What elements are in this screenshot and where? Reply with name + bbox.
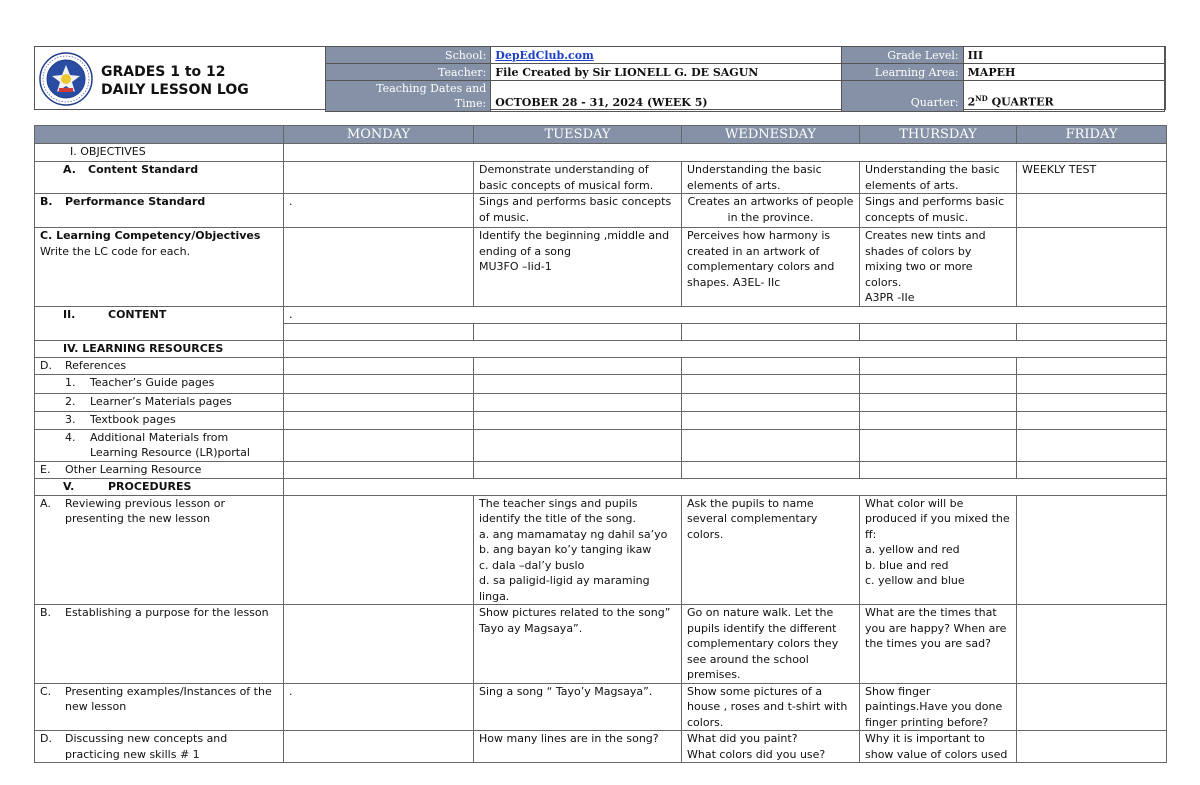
lm-pages-label: 2. Learner’s Materials pages [35, 393, 284, 411]
pur-friday [1017, 605, 1167, 684]
pre-tuesday: Sing a song “ Tayo’y Magsaya”. [474, 683, 682, 731]
title-grades: GRADES 1 to 12 [101, 64, 226, 80]
performance-standard-label: B. Performance Standard [35, 194, 284, 228]
ps-thursday: Sings and performs basic concepts of music. [860, 194, 1017, 228]
rev-wednesday: Ask the pupils to name several complementary colors. [682, 495, 860, 605]
day-monday: MONDAY [284, 126, 474, 144]
dis-wednesday: What did you paint? What colors did you use? [682, 731, 860, 763]
lm-monday [284, 393, 474, 411]
pre-thursday: Show finger paintings.Have you done finger printing before? [860, 683, 1017, 731]
table-row [35, 306, 1167, 323]
teaching-dates-value: OCTOBER 28 - 31, 2024 (WEEK 5) [491, 81, 842, 112]
day-header-blank [35, 126, 284, 144]
tb-monday [284, 411, 474, 429]
daily-lesson-log-table [34, 125, 1167, 763]
am-monday [284, 429, 474, 461]
teacher-label: Teacher: [326, 64, 491, 81]
textbook-pages-label: 3. Textbook pages [35, 411, 284, 429]
table-row [35, 605, 1167, 684]
cs-wednesday: Understanding the basic elements of arts. [682, 162, 860, 194]
content-thursday [860, 323, 1017, 340]
content-label: II. CONTENT [35, 306, 284, 340]
header-info-table [325, 46, 1165, 112]
table-row [35, 357, 1167, 374]
pur-monday [284, 605, 474, 684]
tb-tuesday [474, 411, 682, 429]
lesson-log-header [34, 46, 1166, 110]
quarter-value: 2ND QUARTER [963, 81, 1164, 112]
day-thursday: THURSDAY [860, 126, 1017, 144]
table-row [35, 374, 1167, 393]
tg-friday [1017, 374, 1167, 393]
tg-monday [284, 374, 474, 393]
olr-wednesday [682, 461, 860, 478]
day-friday: FRIDAY [1017, 126, 1167, 144]
table-row [35, 429, 1167, 461]
ref-friday [1017, 357, 1167, 374]
reviewing-label: A. Reviewing previous lesson or presenting the new lesson [35, 495, 284, 605]
am-tuesday [474, 429, 682, 461]
lm-tuesday [474, 393, 682, 411]
tb-wednesday [682, 411, 860, 429]
ref-tuesday [474, 357, 682, 374]
table-row [35, 411, 1167, 429]
competency-label: C. Learning Competency/Objectives Write the LC code for each. [35, 228, 284, 307]
pur-tuesday: Show pictures related to the song” Tayo ay Magsaya”. [474, 605, 682, 684]
school-label: School: [326, 47, 491, 64]
tg-wednesday [682, 374, 860, 393]
learning-area-value: MAPEH [963, 64, 1164, 81]
table-row [35, 478, 1167, 495]
grade-level-value: III [963, 47, 1164, 64]
table-row [35, 461, 1167, 478]
objectives-heading: I. OBJECTIVES [35, 144, 284, 162]
lc-tuesday: Identify the beginning ,middle and ending of a song MU3FO –Iid-1 [474, 228, 682, 307]
ps-wednesday: Creates an artworks of people in the province. [682, 194, 860, 228]
table-row [35, 683, 1167, 731]
ref-monday [284, 357, 474, 374]
dis-tuesday: How many lines are in the song? [474, 731, 682, 763]
content-value: . [284, 306, 1167, 323]
content-monday [284, 323, 474, 340]
discussing-label: D. Discussing new concepts and practicing new skills # 1 [35, 731, 284, 763]
tg-pages-label: 1. Teacher’s Guide pages [35, 374, 284, 393]
lm-wednesday [682, 393, 860, 411]
day-wednesday: WEDNESDAY [682, 126, 860, 144]
pur-thursday: What are the times that you are happy? When are the times you are sad? [860, 605, 1017, 684]
teaching-dates-label: Teaching Dates and Time: [326, 81, 491, 112]
cs-friday: WEEKLY TEST [1017, 162, 1167, 194]
procedures-heading: V. PROCEDURES [35, 478, 284, 495]
rev-thursday: What color will be produced if you mixed the ff: a. yellow and red b. blue and red c. yellow and blue [860, 495, 1017, 605]
additional-materials-label: 4. Additional Materials from Learning Resource (LR)portal [35, 429, 284, 461]
title-daily-lesson-log: DAILY LESSON LOG [101, 82, 249, 98]
am-wednesday [682, 429, 860, 461]
olr-friday [1017, 461, 1167, 478]
objectives-blank [284, 144, 1167, 162]
content-standard-label: A. Content Standard [35, 162, 284, 194]
purpose-label: B. Establishing a purpose for the lesson [35, 605, 284, 684]
content-tuesday [474, 323, 682, 340]
lr-blank [284, 340, 1167, 357]
am-thursday [860, 429, 1017, 461]
quarter-label: Quarter: [842, 81, 964, 112]
day-header-row [35, 126, 1167, 144]
cs-thursday: Understanding the basic elements of arts. [860, 162, 1017, 194]
tg-thursday [860, 374, 1017, 393]
grade-level-label: Grade Level: [842, 47, 964, 64]
references-label: D. References [35, 357, 284, 374]
pre-monday: . [284, 683, 474, 731]
cs-monday [284, 162, 474, 194]
rev-monday [284, 495, 474, 605]
ps-tuesday: Sings and performs basic concepts of music. [474, 194, 682, 228]
ref-wednesday [682, 357, 860, 374]
content-wednesday [682, 323, 860, 340]
tb-friday [1017, 411, 1167, 429]
rev-friday [1017, 495, 1167, 605]
rev-tuesday: The teacher sings and pupils identify the title of the song. a. ang mamamatay ng dahil sa’yo b. ang bayan ko’y tanging ikaw c. dala –dal’y buslo d. sa paligid-ligid ay maraming linga. [474, 495, 682, 605]
olr-monday [284, 461, 474, 478]
learning-area-label: Learning Area: [842, 64, 964, 81]
table-row [35, 495, 1167, 605]
table-row [35, 731, 1167, 763]
table-row [35, 393, 1167, 411]
lm-friday [1017, 393, 1167, 411]
table-row [35, 340, 1167, 357]
other-resource-label: E. Other Learning Resource [35, 461, 284, 478]
school-link[interactable]: DepEdClub.com [495, 48, 594, 62]
dis-monday [284, 731, 474, 763]
presenting-label: C. Presenting examples/Instances of the new lesson [35, 683, 284, 731]
pur-wednesday: Go on nature walk. Let the pupils identify the different complementary colors they see around the school premises. [682, 605, 860, 684]
olr-tuesday [474, 461, 682, 478]
tg-tuesday [474, 374, 682, 393]
pre-friday [1017, 683, 1167, 731]
pre-wednesday: Show some pictures of a house , roses and t-shirt with colors. [682, 683, 860, 731]
procedures-blank [284, 478, 1167, 495]
table-row [35, 162, 1167, 194]
learning-resources-heading: IV. LEARNING RESOURCES [35, 340, 284, 357]
lc-thursday: Creates new tints and shades of colors by mixing two or more colors. A3PR -IIe [860, 228, 1017, 307]
am-friday [1017, 429, 1167, 461]
day-tuesday: TUESDAY [474, 126, 682, 144]
table-row [35, 228, 1167, 307]
content-friday [1017, 323, 1167, 340]
lc-friday [1017, 228, 1167, 307]
cs-tuesday: Demonstrate understanding of basic concepts of musical form. [474, 162, 682, 194]
dis-thursday: Why it is important to show value of colors used [860, 731, 1017, 763]
lc-monday [284, 228, 474, 307]
ps-friday [1017, 194, 1167, 228]
tb-thursday [860, 411, 1017, 429]
dis-friday [1017, 731, 1167, 763]
lm-thursday [860, 393, 1017, 411]
deped-seal-logo [39, 52, 93, 106]
school-value [491, 47, 842, 64]
teacher-value: File Created by Sir LIONELL G. DE SAGUN [491, 64, 842, 81]
table-row [35, 194, 1167, 228]
lc-wednesday: Perceives how harmony is created in an artwork of complementary colors and shapes. A3EL- IIc [682, 228, 860, 307]
ps-monday: . [284, 194, 474, 228]
table-row [35, 144, 1167, 162]
ref-thursday [860, 357, 1017, 374]
olr-thursday [860, 461, 1017, 478]
